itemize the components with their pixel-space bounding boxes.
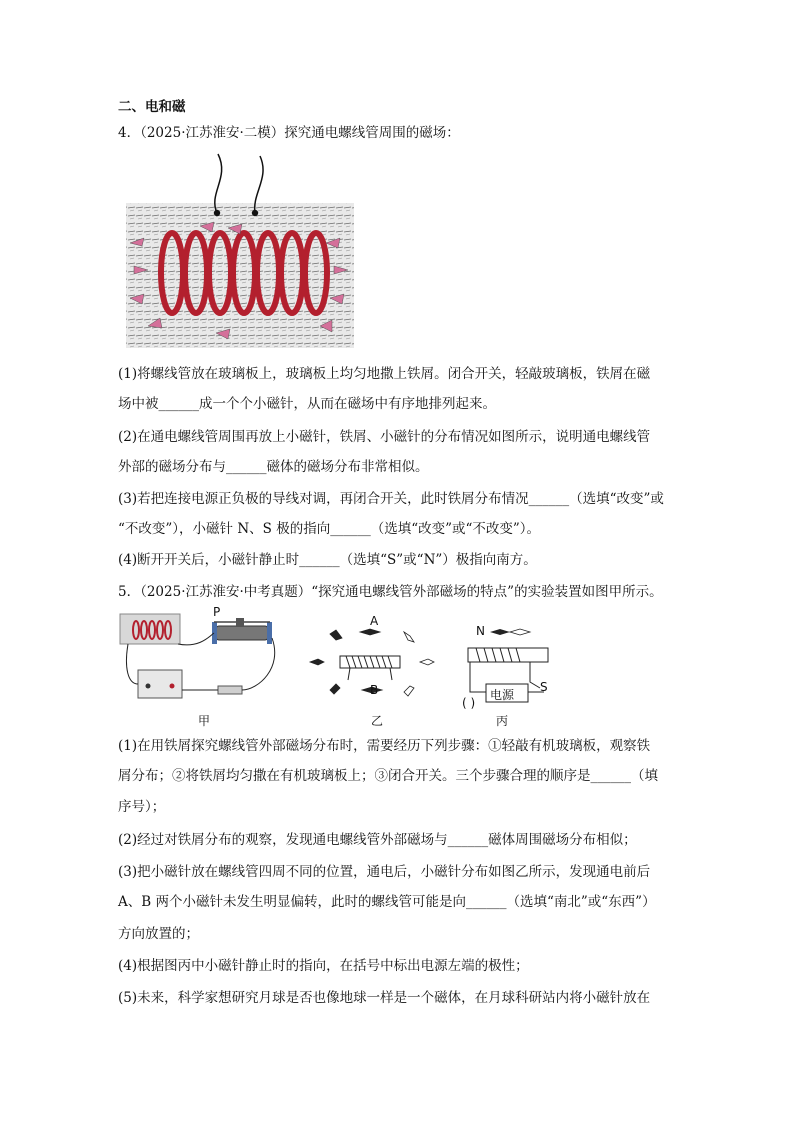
polarity-bracket: ( ) <box>462 696 476 710</box>
q4-part3-line1: (3)若把连接电源正负极的导线对调，再闭合开关，此时铁屑分布情况______（选填“改变”或 <box>118 491 664 507</box>
figure-bing-caption: 丙 <box>496 714 509 728</box>
q4-part1-line1: (1)将螺线管放在玻璃板上，玻璃板上均匀地撒上铁屑。闭合开关，轻敲玻璃板，铁屑在磁 <box>118 366 651 382</box>
q5-part1-line2: 屑分布；②将铁屑均匀撒在有机玻璃板上；③闭合开关。三个步骤合理的顺序是______（填 <box>118 768 658 784</box>
q4-part2-line2: 外部的磁场分布与______磁体的磁场分布非常相似。 <box>118 459 429 475</box>
q5-part1-line3: 序号）； <box>118 799 166 815</box>
q5-part4: (4)根据图丙中小磁针静止时的指向，在括号中标出电源左端的极性； <box>118 958 529 974</box>
switch-s-label: S <box>540 680 548 694</box>
q5-figure-jia <box>118 608 288 708</box>
power-source-label: 电源 <box>490 688 515 702</box>
q5-part3-line1: (3)把小磁针放在螺线管四周不同的位置，通电后，小磁针分布如图乙所示，发现通电前后 <box>118 864 651 880</box>
q5-part1-line1: (1)在用铁屑探究螺线管外部磁场分布时，需要经历下列步骤：①轻敲有机玻璃板，观察铁 <box>118 738 651 754</box>
q5-part2: (2)经过对铁屑分布的观察，发现通电螺线管外部磁场与______磁体周围磁场分布相似； <box>118 832 637 848</box>
needle-b-label: B <box>370 683 379 697</box>
q5-part3-line2: A、B 两个小磁针未发生明显偏转，此时的螺线管可能是向______（选填“南北”或“东西”） <box>118 894 656 910</box>
q4-part3-line2: “不改变”），小磁针 N、S 极的指向______（选填“改变”或“不改变”）。 <box>118 521 541 537</box>
q4-title: 4．（2025·江苏淮安·二模）探究通电螺线管周围的磁场： <box>118 125 460 141</box>
q4-part4: (4)断开开关后，小磁针静止时______（选填“S”或“N”）极指向南方。 <box>118 552 537 568</box>
q5-part3-line3: 方向放置的； <box>118 926 199 942</box>
q4-part2-line1: (2)在通电螺线管周围再放上小磁针，铁屑、小磁针的分布情况如图所示，说明通电螺线管 <box>118 429 651 445</box>
rheostat-slider-label: P <box>213 605 221 619</box>
q5-part5: (5)未来，科学家想研究月球是否也像地球一样是一个磁体，在月球科研站内将小磁针放在 <box>118 990 651 1006</box>
q4-part1-line2: 场中被______成一个个小磁针，从而在磁场中有序地排列起来。 <box>118 396 496 412</box>
figure-jia-caption: 甲 <box>198 714 211 728</box>
q4-solenoid-figure <box>120 148 360 353</box>
needle-n-label: N <box>476 624 485 638</box>
q5-title: 5．（2025·江苏淮安·中考真题）“探究通电螺线管外部磁场的特点”的实验装置如图甲所示。 <box>118 584 663 600</box>
figure-yi-caption: 乙 <box>371 714 384 728</box>
section-title: 二、电和磁 <box>118 99 186 115</box>
needle-a-label: A <box>370 614 379 628</box>
